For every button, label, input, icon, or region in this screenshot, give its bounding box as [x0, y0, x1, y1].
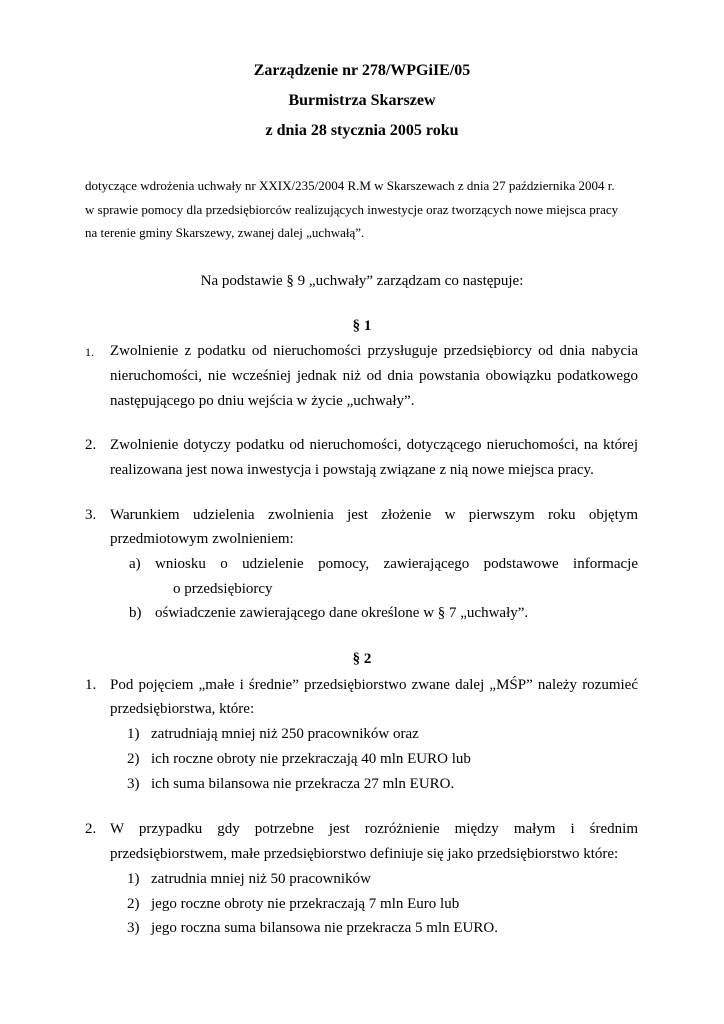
intro-line: na terenie gminy Skarszewy, zwanej dalej „uchwałą”.: [85, 225, 365, 240]
date-line: z dnia 28 stycznia 2005 roku: [265, 122, 459, 139]
sub-item-text: ich roczne obroty nie przekraczają 40 mln EURO lub: [151, 751, 471, 767]
item-text: nieruchomości, nie wcześniej jednak niż od dnia powstania obowiązku podatkowego: [110, 368, 638, 384]
item-text: realizowana jest nowa inwestycja i powstają związane z nią nowe miejsca pracy.: [110, 462, 594, 478]
item-text: Zwolnienie dotyczy podatku od nieruchomości, dotyczącego nieruchomości, na której: [110, 437, 638, 453]
sub-item-label: a): [129, 556, 141, 572]
sub-item-label: 2): [127, 896, 140, 912]
legal-basis: Na podstawie § 9 „uchwały” zarządzam co następuje:: [200, 273, 524, 289]
item-text: Zwolnienie z podatku od nieruchomości przysługuje przedsiębiorcy od dnia nabycia: [110, 343, 638, 359]
item-text: przedmiotowym zwolnieniem:: [110, 531, 294, 547]
sub-item-label: 1): [127, 871, 140, 887]
sub-item-label: 3): [127, 920, 140, 936]
sub-item-label: 3): [127, 776, 140, 792]
item-text: Warunkiem udzielenia zwolnienia jest złożenie w pierwszym roku objętym: [110, 507, 638, 523]
sub-item-text: ich suma bilansowa nie przekracza 27 mln EURO.: [151, 776, 455, 792]
sub-item-text: jego roczne obroty nie przekraczają 7 mln Euro lub: [151, 896, 460, 912]
item-text: Pod pojęciem „małe i średnie” przedsiębiorstwo zwane dalej „MŚP” należy rozumieć: [110, 677, 638, 693]
sub-item-text: jego roczna suma bilansowa nie przekracza 5 mln EURO.: [151, 920, 498, 936]
sub-item-text: o przedsiębiorcy: [173, 581, 273, 597]
item-number: 3.: [85, 507, 97, 523]
sub-item-label: 1): [127, 726, 140, 742]
sub-item-text: wniosku o udzielenie pomocy, zawierającego podstawowe informacje: [155, 556, 638, 572]
item-text: przedsiębiorstwa, które:: [110, 701, 255, 717]
item-text: następującego po dniu wejścia w życie „uchwały”.: [110, 393, 415, 409]
intro-line: w sprawie pomocy dla przedsiębiorców realizujących inwestycje oraz tworzących nowe miejsca pracy: [85, 202, 619, 217]
document-title: Zarządzenie nr 278/WPGiIE/05: [253, 62, 471, 79]
issuer-line: Burmistrza Skarszew: [288, 92, 436, 109]
item-text: przedsiębiorstwem, małe przedsiębiorstwo definiuje się jako przedsiębiorstwo które:: [110, 846, 619, 862]
item-text: W przypadku gdy potrzebne jest rozróżnienie między małym i średnim: [110, 821, 638, 837]
item-number: 2.: [85, 437, 97, 453]
sub-item-label: 2): [127, 751, 140, 767]
sub-item-label: b): [129, 605, 142, 621]
sub-item-text: zatrudnia mniej niż 50 pracowników: [151, 871, 371, 887]
section-heading: § 2: [352, 651, 372, 667]
intro-line: dotyczące wdrożenia uchwały nr XXIX/235/2004 R.M w Skarszewach z dnia 27 października 2004 r.: [85, 178, 615, 193]
item-number: 1.: [85, 677, 97, 693]
item-number: 2.: [85, 821, 97, 837]
section-heading: § 1: [352, 318, 372, 334]
sub-item-text: oświadczenie zawierającego dane określone w § 7 „uchwały”.: [155, 605, 529, 621]
sub-item-text: zatrudniają mniej niż 250 pracowników oraz: [151, 726, 419, 742]
item-number: 1.: [85, 345, 94, 359]
